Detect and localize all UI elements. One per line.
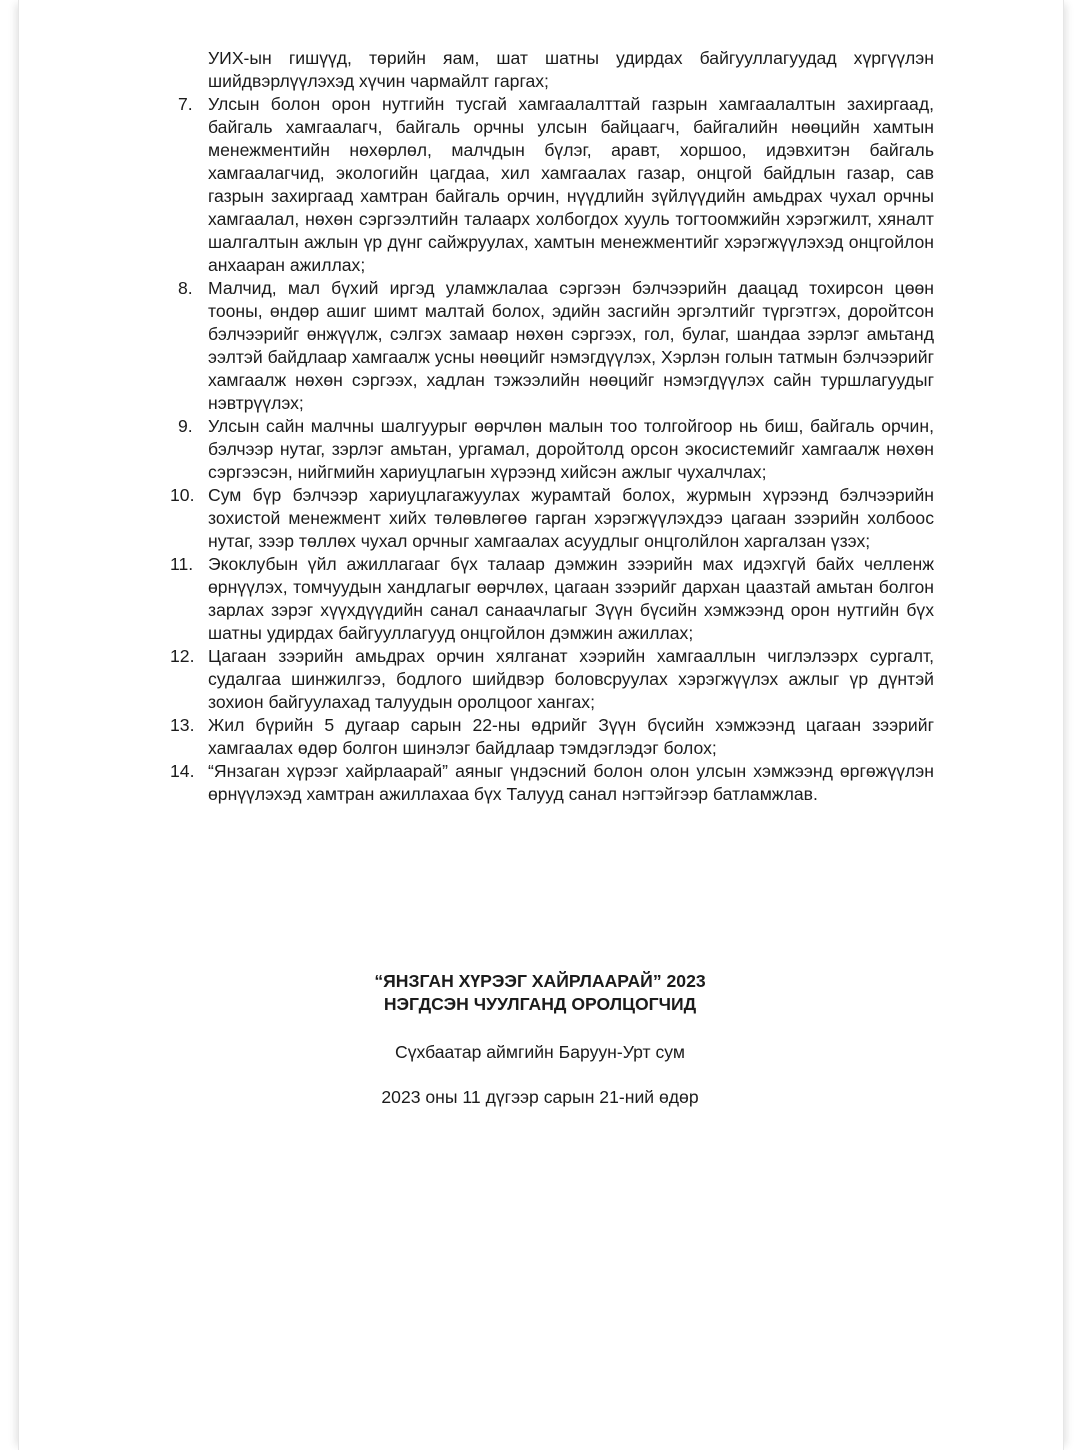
participants-heading-line2: НЭГДСЭН ЧУУЛГАНД ОРОЛЦОГЧИД <box>383 994 697 1014</box>
item-text: Жил бүрийн 5 дугаар сарын 22-ны өдрийг Зүүн бүсийн хэмжээнд цагаан зээрийг хамгаалах өдөр болгон шинэлэг байдлаар тэмдэглэдэг болох; <box>208 715 934 758</box>
item-text: Цагаан зээрийн амьдрах орчин хялганат хээрийн хамгааллын чиглэлээрх сургалт, судалгаа шинжилгээ, бодлого шийдвэр боловсруулах хэрэгжүүлэх ажлыг үр дүнтэй зохион байгуулахад талуудын оролцоог хангах; <box>208 646 934 712</box>
signing-date: 2023 оны 11 дүгээр сарын 21-ний өдөр <box>381 1087 699 1107</box>
signing-place: Сүхбаатар аймгийн Баруун-Урт сум <box>395 1042 685 1062</box>
document-body <box>170 47 934 806</box>
item-text: Малчид, мал бүхий иргэд уламжлалаа сэргээн бэлчээрийн даацад тохирсон цөөн тооны, өндөр ашиг шимт малтай болох, эдийн засгийн эргэлтийг түргэтгэх, доройтсон бэлчээрийг өнжүүлж, сэлгэх замаар нөхөн сэргээх, гол, булаг, шандаа зэрлэг амьтанд ээлтэй байдлаар хамгаалж усны нөөцийг нэмэгдүүлэх, Хэрлэн голын татмын бэлчээрийг хамгаалж нөхөн сэргээх, хадлан тэжээлийн нөөцийг нэмэгдүүлэх сайн туршлагуудыг нэвтрүүлэх; <box>208 278 934 413</box>
item-number: 10. <box>170 485 195 505</box>
list-item-8 <box>170 277 934 415</box>
list-item-9 <box>170 415 934 484</box>
list-item-12 <box>170 645 934 714</box>
participants-heading-line1: “ЯНЗГАН ХҮРЭЭГ ХАЙРЛААРАЙ” 2023 <box>374 971 706 991</box>
item-number: 8. <box>178 278 193 298</box>
item-text: Улсын сайн малчны шалгуурыг өөрчлөн малын тоо толгойгоор нь биш, байгаль орчин, бэлчээр нутаг, зэрлэг амьтан, ургамал, доройтолд орсон экосистемийг хамгаалж нөхөн сэргээсэн, нийгмийн хариуцлагын хүрээнд хийсэн ажлыг чухалчлах; <box>208 416 934 482</box>
intro-continuation: УИХ-ын гишүүд, төрийн яам, шат шатны удирдах байгууллагуудад хүргүүлэн шийдвэрлүүлэхэд хүчин чармайлт гаргах; <box>208 48 934 91</box>
item-number: 13. <box>170 715 195 735</box>
item-number: 9. <box>178 416 193 436</box>
item-number: 11. <box>170 554 194 574</box>
item-number: 14. <box>170 761 195 781</box>
item-number: 12. <box>170 646 195 666</box>
list-item-13 <box>170 714 934 760</box>
list-item-10 <box>170 484 934 553</box>
list-item-11 <box>170 553 934 645</box>
participants-heading <box>18 970 1062 1016</box>
item-text: Экоклубын үйл ажиллагааг бүх талаар дэмжин зээрийн мах идэхгүй байх челленж өрнүүлэх, томчуудын хандлагыг өөрчлөх, цагаан зээрийг дархан цаазтай амьтан болгон зарлах зэрэг хүүхдүүдийн санал санаачлагыг Зүүн бүсийн хэмжээнд орон нутгийн бүх шатны удирдах байгууллагууд онцгойлон дэмжин ажиллах; <box>208 554 934 643</box>
list-item-14 <box>170 760 934 806</box>
item-number: 7. <box>178 94 193 114</box>
item-text: Сум бүр бэлчээр хариуцлагажуулах журамтай болох, журмын хүрээнд бэлчээрийн зохистой менежмент хийх төлөвлөгөө гарган хэрэгжүүлэхдээ цагаан зээрийн холбоос нутаг, зээр төллөх чухал орчныг хамгаалах асуудлыг онцголйлон харгалзан үзэх; <box>208 485 934 551</box>
list-item-7 <box>170 93 934 277</box>
item-text: Улсын болон орон нутгийн тусгай хамгаалалттай газрын хамгаалалтын захиргаад, байгаль хамгаалагч, байгаль орчны улсын байцаагч, байгалийн нөөцийн хамтын менежментийн нөхөрлөл, малчдын бүлэг, аравт, хоршоо, идэвхитэн байгаль хамгаалагчид, экологийн цагдаа, хил хамгаалах газар, онцгой байдлын газар, сав газрын захиргаад хамтран байгаль орчин, нүүдлийн зүйлүүдийн амьдрах чухал орчны хамгаалал, нөхөн сэргээлтийн талаарх холбогдох хууль тогтоомжийн хэрэгжилт, хяналт шалгалтын ажлын үр дүнг сайжруулах, хамтын менежментийг хэрэгжүүлэхэд онцгойлон анхааран ажиллах; <box>208 94 934 275</box>
item-text: “Янзаган хүрээг хайрлаарай” аяныг үндэсний болон олон улсын хэмжээнд өргөжүүлэн өрнүүлэхэд хамтран ажиллахаа бүх Талууд санал нэгтэйгээр батламжлав. <box>208 761 934 804</box>
